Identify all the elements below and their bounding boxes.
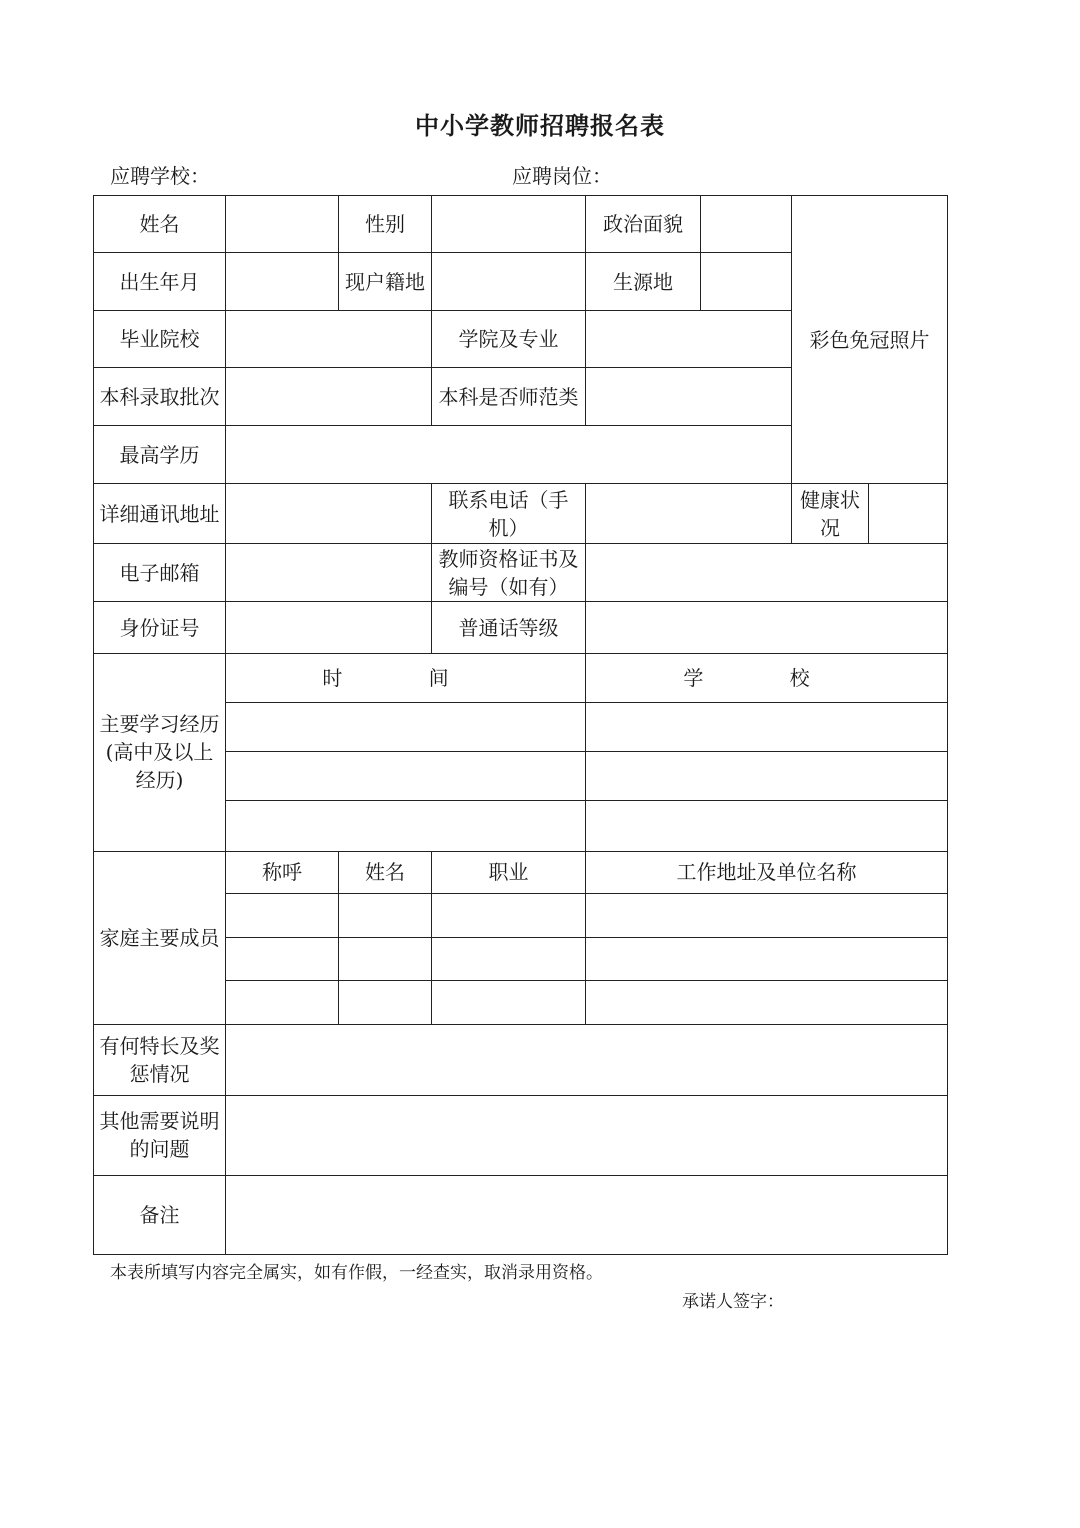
study-school-input[interactable] [586, 752, 948, 801]
birth-input[interactable] [226, 253, 339, 311]
remarks-label: 备注 [94, 1175, 226, 1254]
id-number-input[interactable] [226, 602, 432, 654]
declaration-text: 本表所填写内容完全属实，如有作假，一经查实，取消录用资格。 [110, 1263, 603, 1283]
fam-job-input[interactable] [432, 937, 586, 980]
normal-major-input[interactable] [586, 368, 792, 426]
email-input[interactable] [226, 544, 432, 602]
fam-work-input[interactable] [586, 980, 948, 1024]
hukou-input[interactable] [432, 253, 586, 311]
id-number-label: 身份证号 [94, 602, 226, 654]
teacher-cert-label: 教师资格证书及编号（如有） [432, 544, 586, 602]
fam-name-input[interactable] [339, 937, 432, 980]
email-label: 电子邮箱 [94, 544, 226, 602]
grad-school-label: 毕业院校 [94, 311, 226, 368]
admission-batch-input[interactable] [226, 368, 432, 426]
health-label: 健康状况 [792, 484, 869, 544]
study-time-header: 时 间 [226, 654, 586, 703]
study-time-input[interactable] [226, 801, 586, 851]
origin-input[interactable] [701, 253, 792, 311]
mandarin-label: 普通话等级 [432, 602, 586, 654]
photo-box[interactable]: 彩色免冠照片 [792, 196, 948, 484]
highest-degree-input[interactable] [226, 426, 792, 484]
fam-relation-input[interactable] [226, 893, 339, 937]
other-input[interactable] [226, 1095, 948, 1175]
post-label: 应聘岗位： [512, 164, 612, 188]
fam-job-input[interactable] [432, 980, 586, 1024]
political-status-label: 政治面貌 [586, 196, 701, 253]
fam-name-header: 姓名 [339, 851, 432, 893]
college-major-label: 学院及专业 [432, 311, 586, 368]
hukou-label: 现户籍地 [339, 253, 432, 311]
fam-work-input[interactable] [586, 937, 948, 980]
school-label: 应聘学校： [110, 164, 210, 188]
specialty-input[interactable] [226, 1024, 948, 1095]
fam-name-input[interactable] [339, 893, 432, 937]
gender-label: 性别 [339, 196, 432, 253]
origin-label: 生源地 [586, 253, 701, 311]
fam-job-header: 职业 [432, 851, 586, 893]
study-school-input[interactable] [586, 801, 948, 851]
address-label: 详细通讯地址 [94, 484, 226, 544]
fam-job-input[interactable] [432, 893, 586, 937]
signature-label: 承诺人签字： [682, 1292, 784, 1312]
page-title: 中小学教师招聘报名表 [415, 111, 665, 140]
remarks-input[interactable] [226, 1175, 948, 1254]
phone-input[interactable] [586, 484, 792, 544]
fam-relation-input[interactable] [226, 937, 339, 980]
name-label: 姓名 [94, 196, 226, 253]
fam-name-input[interactable] [339, 980, 432, 1024]
application-form-table [93, 195, 948, 1255]
study-history-label: 主要学习经历(高中及以上经历) [94, 654, 226, 851]
political-status-input[interactable] [701, 196, 792, 253]
address-input[interactable] [226, 484, 432, 544]
grad-school-input[interactable] [226, 311, 432, 368]
gender-input[interactable] [432, 196, 586, 253]
name-input[interactable] [226, 196, 339, 253]
highest-degree-label: 最高学历 [94, 426, 226, 484]
health-input[interactable] [869, 484, 948, 544]
study-school-header: 学 校 [586, 654, 948, 703]
study-school-input[interactable] [586, 703, 948, 752]
college-major-input[interactable] [586, 311, 792, 368]
birth-label: 出生年月 [94, 253, 226, 311]
other-label: 其他需要说明的问题 [94, 1095, 226, 1175]
phone-label: 联系电话（手机） [432, 484, 586, 544]
mandarin-input[interactable] [586, 602, 948, 654]
normal-major-label: 本科是否师范类 [432, 368, 586, 426]
teacher-cert-input[interactable] [586, 544, 948, 602]
fam-relation-input[interactable] [226, 980, 339, 1024]
study-time-input[interactable] [226, 752, 586, 801]
fam-work-header: 工作地址及单位名称 [586, 851, 948, 893]
specialty-label: 有何特长及奖惩情况 [94, 1024, 226, 1095]
fam-relation-header: 称呼 [226, 851, 339, 893]
fam-work-input[interactable] [586, 893, 948, 937]
admission-batch-label: 本科录取批次 [94, 368, 226, 426]
study-time-input[interactable] [226, 703, 586, 752]
family-label: 家庭主要成员 [94, 851, 226, 1024]
